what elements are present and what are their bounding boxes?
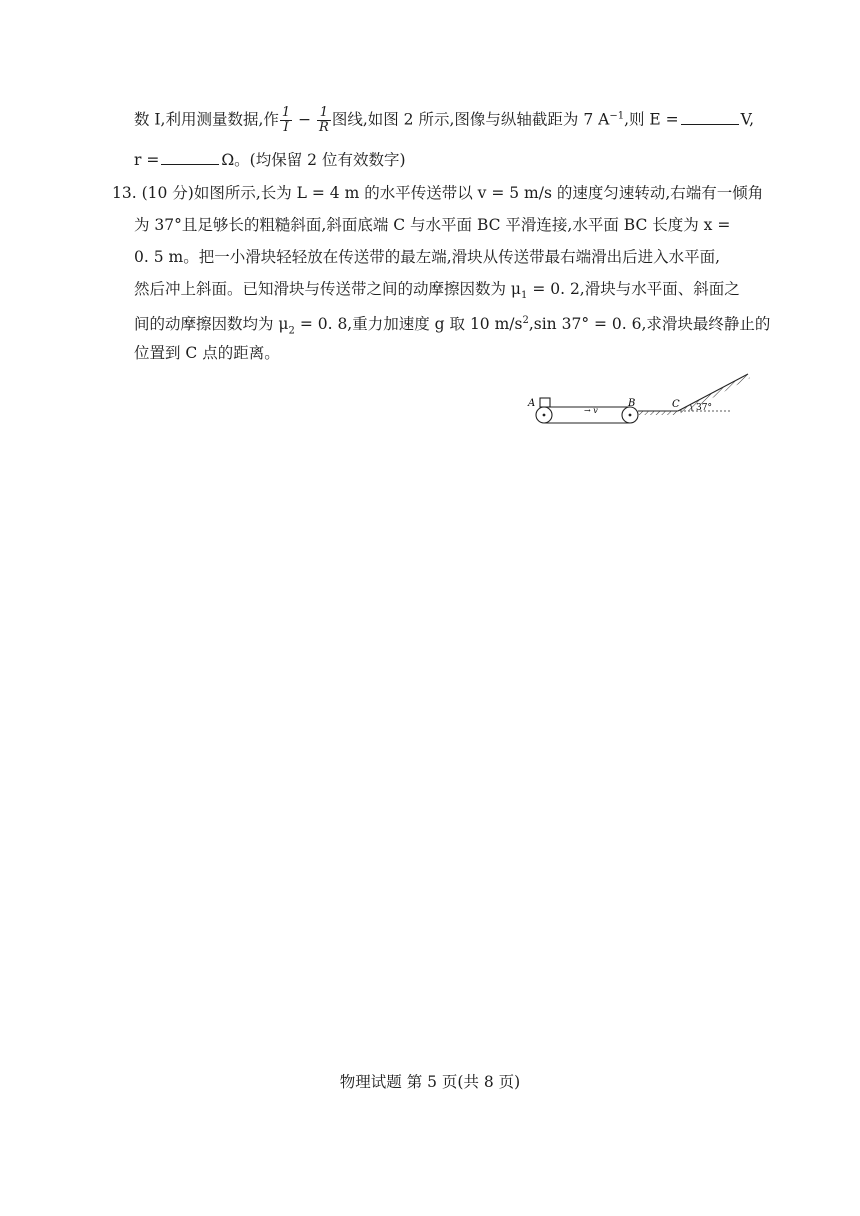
q13-text: 然后冲上斜面。已知滑块与传送带之间的动摩擦因数为 μ [134, 280, 522, 298]
q13-text: ,sin 37° = 0. 6,求滑块最终静止的 [528, 315, 771, 334]
answer-blank-e[interactable] [681, 110, 739, 125]
q13-line-5 [134, 311, 770, 341]
q13-line-1: 13. (10 分)如图所示,长为 L = 4 m 的水平传送带以 v = 5 m/s 的速度匀速转动,右端有一倾角 [112, 184, 764, 202]
q12-text-4: V, [740, 110, 755, 129]
fraction-1-over-i [280, 106, 292, 135]
q12-r-unit: Ω。(均保留 2 位有效数字) [221, 151, 406, 169]
conveyor-incline-diagram [520, 364, 760, 434]
superscript: 2 [522, 315, 529, 326]
q12-text-3: ,则 E = [624, 110, 679, 129]
q12-line-2 [134, 150, 406, 170]
fraction-denominator: I [283, 120, 289, 135]
label-a: A [528, 398, 536, 409]
q13-text: = 0. 2,滑块与水平面、斜面之 [527, 280, 740, 298]
fraction-denominator: R [319, 120, 329, 135]
subscript: 1 [521, 290, 528, 302]
q12-line-1 [134, 106, 754, 135]
q12-text-2: 图线,如图 2 所示,图像与纵轴截距为 7 A [331, 110, 610, 129]
label-velocity: → v [584, 406, 598, 415]
superscript: −1 [609, 110, 625, 122]
q13-line-2: 为 37°且足够长的粗糙斜面,斜面底端 C 与水平面 BC 平滑连接,水平面 BC 长度为 x = [134, 216, 731, 234]
page-footer: 物理试题 第 5 页(共 8 页) [339, 1073, 521, 1091]
label-c: C [672, 399, 680, 410]
fraction-numerator: 1 [317, 106, 331, 121]
slider-block [540, 398, 550, 407]
q13-text: 间的动摩擦因数均为 μ [134, 315, 289, 334]
label-b: B [628, 398, 636, 409]
q13-text: = 0. 8,重力加速度 g 取 10 m/s [294, 315, 523, 334]
label-angle: 37° [696, 403, 712, 413]
answer-blank-r[interactable] [161, 150, 219, 165]
q12-r-label: r = [134, 151, 160, 169]
q13-line-3: 0. 5 m。把一小滑块轻轻放在传送带的最左端,滑块从传送带最右端滑出后进入水平面, [134, 248, 721, 266]
minus-sign: − [293, 110, 317, 129]
q13-line-4 [134, 279, 740, 306]
fraction-1-over-r [317, 106, 331, 135]
subscript: 2 [288, 325, 295, 337]
fraction-numerator: 1 [281, 105, 291, 120]
q13-line-6: 位置到 C 点的距离。 [134, 344, 280, 362]
q12-text-1: 数 I,利用测量数据,作 [134, 110, 279, 129]
